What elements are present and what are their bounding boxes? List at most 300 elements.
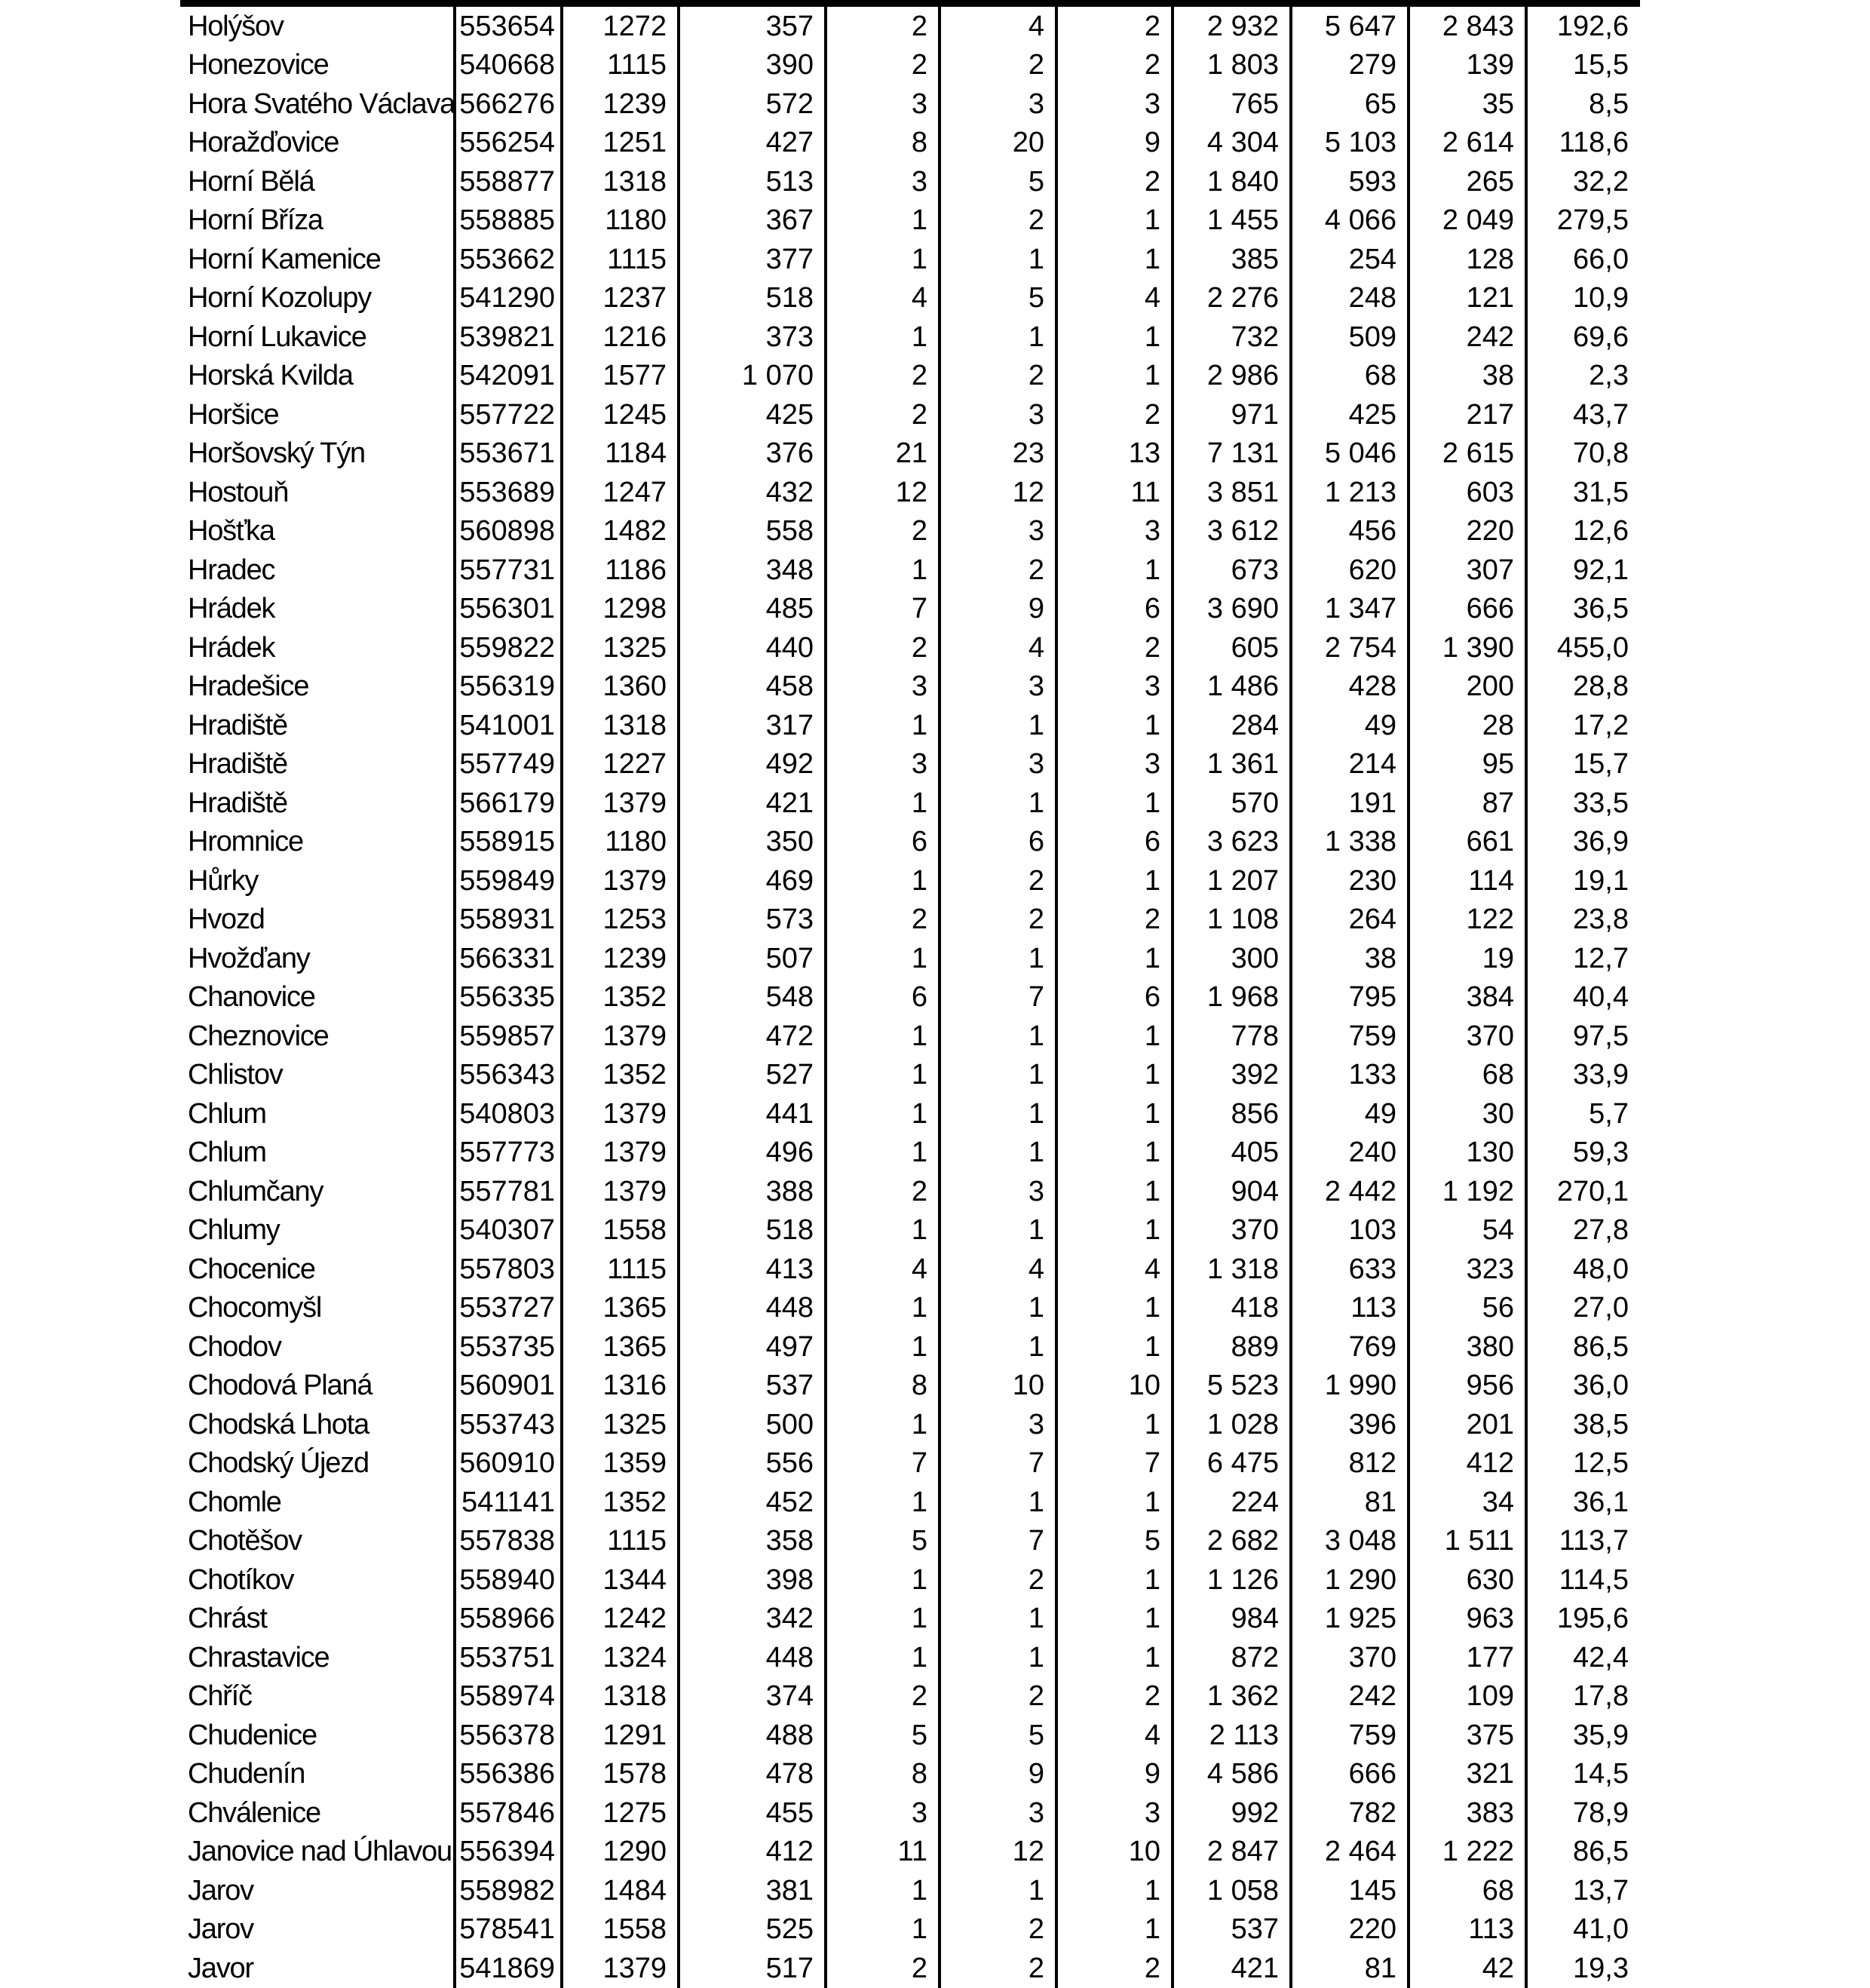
value-cell: 4	[941, 1250, 1058, 1289]
table-row	[183, 784, 1639, 823]
municipality-name-cell: Horažďovice	[183, 124, 456, 163]
table-row	[183, 978, 1639, 1017]
value-cell: 1115	[563, 46, 680, 85]
value-cell: 558974	[456, 1677, 563, 1716]
value-cell: 1237	[563, 279, 680, 318]
value-cell: 2	[941, 1560, 1058, 1600]
value-cell: 114,5	[1559, 1563, 1629, 1596]
value-cell: 472	[680, 1017, 827, 1056]
table-row	[183, 201, 1639, 241]
value-cell: 3	[1058, 84, 1174, 124]
value-cell: 36,0	[1573, 1370, 1629, 1402]
value-cell: 1 362	[1174, 1677, 1292, 1716]
value-cell: 396	[1292, 1405, 1410, 1444]
value-cell: 86,5	[1573, 1836, 1629, 1868]
table-row	[183, 1134, 1639, 1173]
value-cell: 1379	[563, 1094, 680, 1134]
value-cell: 421	[680, 784, 827, 823]
value-cell: 553654	[456, 7, 563, 46]
municipality-name-cell: Hvožďany	[183, 939, 456, 978]
value-cell: 27,0	[1573, 1292, 1629, 1324]
value-cell: 1 338	[1292, 823, 1410, 862]
value-cell: 3	[1058, 745, 1174, 784]
value-cell: 1216	[563, 318, 680, 357]
value-cell: 553735	[456, 1327, 563, 1367]
value-cell: 3 690	[1174, 590, 1292, 629]
value-cell: 78,9	[1573, 1796, 1629, 1829]
value-cell: 3 612	[1174, 512, 1292, 551]
value-cell: 556394	[456, 1833, 563, 1872]
value-cell: 1 455	[1174, 201, 1292, 241]
table-row	[183, 1871, 1639, 1910]
value-cell: 2	[827, 1949, 941, 1988]
value-cell: 1	[941, 706, 1058, 745]
value-cell: 2	[941, 1677, 1058, 1716]
value-cell: 795	[1292, 978, 1410, 1017]
value-cell: 1558	[563, 1211, 680, 1250]
value-cell: 593	[1292, 162, 1410, 201]
table-row	[183, 395, 1639, 434]
value-cell: 254	[1292, 240, 1410, 279]
value-cell: 518	[680, 1211, 827, 1250]
value-cell: 2	[941, 46, 1058, 85]
value-cell: 33,9	[1573, 1059, 1629, 1091]
value-cell: 1245	[563, 395, 680, 434]
municipality-name-cell: Horní Kozolupy	[183, 279, 456, 318]
value-cell: 9	[941, 1755, 1058, 1794]
value-cell: 12	[941, 1833, 1058, 1872]
value-cell: 458	[680, 667, 827, 707]
value-cell: 5 103	[1292, 124, 1410, 163]
value-cell: 49	[1292, 706, 1410, 745]
value-cell: 1365	[563, 1289, 680, 1328]
value-cell: 68	[1410, 1871, 1528, 1910]
value-cell: 66,0	[1573, 243, 1629, 275]
value-cell: 9	[1058, 124, 1174, 163]
value-cell: 560898	[456, 512, 563, 551]
municipality-name-cell: Honezovice	[183, 46, 456, 85]
municipality-name-cell: Horní Lukavice	[183, 318, 456, 357]
municipality-name-cell: Chotíkov	[183, 1560, 456, 1600]
value-cell: 557781	[456, 1172, 563, 1211]
value-cell: 553727	[456, 1289, 563, 1328]
value-cell: 2 614	[1410, 124, 1528, 163]
value-cell: 377	[680, 240, 827, 279]
value-cell: 1 192	[1410, 1172, 1528, 1211]
table-row	[183, 1755, 1639, 1794]
municipality-name-cell: Hůrky	[183, 861, 456, 900]
value-cell: 3	[941, 1405, 1058, 1444]
value-cell: 558885	[456, 201, 563, 241]
value-cell: 1318	[563, 706, 680, 745]
value-cell: 2	[941, 861, 1058, 900]
value-cell: 284	[1174, 706, 1292, 745]
value-cell: 412	[1410, 1444, 1528, 1483]
value-cell: 1316	[563, 1367, 680, 1406]
value-cell: 527	[680, 1056, 827, 1095]
value-cell: 889	[1174, 1327, 1292, 1367]
table-row	[183, 1017, 1639, 1056]
value-cell: 537	[680, 1367, 827, 1406]
table-row	[183, 1094, 1639, 1134]
municipality-name-cell: Chlumy	[183, 1211, 456, 1250]
value-cell: 566331	[456, 939, 563, 978]
table-row	[183, 1172, 1639, 1211]
value-cell: 517	[680, 1949, 827, 1988]
value-cell: 1	[941, 1871, 1058, 1910]
value-cell: 428	[1292, 667, 1410, 707]
value-cell: 556335	[456, 978, 563, 1017]
value-cell: 1	[827, 784, 941, 823]
value-cell: 1	[1058, 1638, 1174, 1677]
value-cell: 3	[941, 1793, 1058, 1833]
value-cell: 195,6	[1556, 1603, 1629, 1635]
value-cell: 376	[680, 434, 827, 474]
value-cell: 2	[941, 900, 1058, 940]
value-cell: 385	[1174, 240, 1292, 279]
value-cell: 1318	[563, 1677, 680, 1716]
value-cell: 1	[827, 1560, 941, 1600]
value-cell: 370	[1174, 1211, 1292, 1250]
value-cell: 1379	[563, 1017, 680, 1056]
municipality-name-cell: Horšovský Týn	[183, 434, 456, 474]
value-cell: 540307	[456, 1211, 563, 1250]
value-cell: 1	[827, 240, 941, 279]
value-cell: 317	[680, 706, 827, 745]
value-cell: 1 803	[1174, 46, 1292, 85]
value-cell: 2	[827, 357, 941, 396]
municipality-name-cell: Hvozd	[183, 900, 456, 940]
value-cell: 38	[1410, 357, 1528, 396]
value-cell: 557773	[456, 1134, 563, 1173]
value-cell: 2	[1058, 46, 1174, 85]
value-cell: 95	[1410, 745, 1528, 784]
value-cell: 525	[680, 1910, 827, 1950]
value-cell: 139	[1410, 46, 1528, 85]
value-cell: 264	[1292, 900, 1410, 940]
value-cell: 4 304	[1174, 124, 1292, 163]
value-cell: 38,5	[1573, 1408, 1629, 1440]
value-cell: 455,0	[1556, 631, 1629, 664]
value-cell: 2	[941, 201, 1058, 241]
value-cell: 383	[1410, 1793, 1528, 1833]
value-cell: 488	[680, 1716, 827, 1755]
value-cell: 6	[827, 978, 941, 1017]
value-cell: 1	[1058, 1017, 1174, 1056]
value-cell: 782	[1292, 1793, 1410, 1833]
value-cell: 35	[1410, 84, 1528, 124]
value-cell: 12,7	[1573, 942, 1629, 974]
value-cell: 19,1	[1573, 864, 1629, 897]
table-row	[183, 1910, 1639, 1950]
value-cell: 1 990	[1292, 1367, 1410, 1406]
value-cell: 5 046	[1292, 434, 1410, 474]
value-cell: 1	[1058, 1600, 1174, 1639]
value-cell: 1	[1058, 1560, 1174, 1600]
municipality-table	[183, 7, 1639, 1988]
value-cell: 3	[1058, 512, 1174, 551]
value-cell: 573	[680, 900, 827, 940]
value-cell: 539821	[456, 318, 563, 357]
value-cell: 265	[1410, 162, 1528, 201]
value-cell: 68	[1292, 357, 1410, 396]
value-cell: 1365	[563, 1327, 680, 1367]
value-cell: 392	[1174, 1056, 1292, 1095]
value-cell: 572	[680, 84, 827, 124]
value-cell: 812	[1292, 1444, 1410, 1483]
value-cell: 12,5	[1573, 1447, 1629, 1480]
value-cell: 2,3	[1589, 360, 1629, 392]
value-cell: 34	[1410, 1483, 1528, 1522]
value-cell: 1360	[563, 667, 680, 707]
value-cell: 455	[680, 1793, 827, 1833]
value-cell: 666	[1410, 590, 1528, 629]
value-cell: 3 048	[1292, 1522, 1410, 1561]
value-cell: 1 318	[1174, 1250, 1292, 1289]
value-cell: 856	[1174, 1094, 1292, 1134]
value-cell: 566179	[456, 784, 563, 823]
value-cell: 130	[1410, 1134, 1528, 1173]
value-cell: 5	[941, 279, 1058, 318]
value-cell: 4	[827, 279, 941, 318]
value-cell: 367	[680, 201, 827, 241]
municipality-name-cell: Horní Bříza	[183, 201, 456, 241]
municipality-name-cell: Jarov	[183, 1910, 456, 1950]
value-cell: 2 986	[1174, 357, 1292, 396]
table-row	[183, 434, 1639, 474]
value-cell: 2 113	[1174, 1716, 1292, 1755]
value-cell: 40,4	[1573, 981, 1629, 1014]
value-cell: 1	[827, 1327, 941, 1367]
value-cell: 566276	[456, 84, 563, 124]
value-cell: 3	[941, 395, 1058, 434]
value-cell: 432	[680, 473, 827, 512]
value-cell: 553751	[456, 1638, 563, 1677]
value-cell: 3	[827, 1793, 941, 1833]
value-cell: 578541	[456, 1910, 563, 1950]
value-cell: 2 754	[1292, 628, 1410, 667]
value-cell: 15,5	[1573, 49, 1629, 81]
table-row	[183, 1056, 1639, 1095]
value-cell: 6	[941, 823, 1058, 862]
municipality-name-cell: Hromnice	[183, 823, 456, 862]
value-cell: 485	[680, 590, 827, 629]
value-cell: 373	[680, 318, 827, 357]
value-cell: 3 623	[1174, 823, 1292, 862]
value-cell: 381	[680, 1871, 827, 1910]
municipality-name-cell: Chocenice	[183, 1250, 456, 1289]
value-cell: 1 207	[1174, 861, 1292, 900]
value-cell: 192,6	[1556, 10, 1629, 42]
value-cell: 984	[1174, 1600, 1292, 1639]
value-cell: 70,8	[1573, 437, 1629, 470]
value-cell: 1	[827, 1094, 941, 1134]
value-cell: 500	[680, 1405, 827, 1444]
value-cell: 1352	[563, 978, 680, 1017]
value-cell: 1 361	[1174, 745, 1292, 784]
value-cell: 1	[1058, 706, 1174, 745]
value-cell: 28	[1410, 706, 1528, 745]
value-cell: 19	[1410, 939, 1528, 978]
value-cell: 348	[680, 551, 827, 590]
value-cell: 9	[1058, 1755, 1174, 1794]
value-cell: 673	[1174, 551, 1292, 590]
value-cell: 2	[1058, 395, 1174, 434]
value-cell: 1	[1058, 861, 1174, 900]
value-cell: 507	[680, 939, 827, 978]
municipality-name-cell: Chlistov	[183, 1056, 456, 1095]
value-cell: 559849	[456, 861, 563, 900]
value-cell: 30	[1410, 1094, 1528, 1134]
value-cell: 3	[941, 667, 1058, 707]
value-cell: 1	[1058, 939, 1174, 978]
municipality-name-cell: Chválenice	[183, 1793, 456, 1833]
value-cell: 759	[1292, 1716, 1410, 1755]
value-cell: 553671	[456, 434, 563, 474]
municipality-name-cell: Chudenice	[183, 1716, 456, 1755]
value-cell: 1 126	[1174, 1560, 1292, 1600]
value-cell: 1115	[563, 1250, 680, 1289]
value-cell: 2 276	[1174, 279, 1292, 318]
table-row	[183, 124, 1639, 163]
value-cell: 1227	[563, 745, 680, 784]
value-cell: 2	[1058, 162, 1174, 201]
table-row	[183, 900, 1639, 940]
value-cell: 1184	[563, 434, 680, 474]
value-cell: 7	[941, 1522, 1058, 1561]
value-cell: 20	[941, 124, 1058, 163]
value-cell: 557838	[456, 1522, 563, 1561]
value-cell: 388	[680, 1172, 827, 1211]
value-cell: 548	[680, 978, 827, 1017]
value-cell: 15,7	[1573, 748, 1629, 781]
value-cell: 666	[1292, 1755, 1410, 1794]
value-cell: 2 682	[1174, 1522, 1292, 1561]
value-cell: 1	[941, 1211, 1058, 1250]
value-cell: 4 586	[1174, 1755, 1292, 1794]
value-cell: 956	[1410, 1367, 1528, 1406]
value-cell: 8	[827, 124, 941, 163]
table-row	[183, 84, 1639, 124]
value-cell: 1324	[563, 1638, 680, 1677]
value-cell: 240	[1292, 1134, 1410, 1173]
value-cell: 23,8	[1573, 903, 1629, 936]
value-cell: 2	[827, 46, 941, 85]
value-cell: 992	[1174, 1793, 1292, 1833]
table-row	[183, 357, 1639, 396]
table-row	[183, 318, 1639, 357]
value-cell: 427	[680, 124, 827, 163]
value-cell: 1275	[563, 1793, 680, 1833]
value-cell: 4 066	[1292, 201, 1410, 241]
value-cell: 2	[1058, 900, 1174, 940]
value-cell: 558982	[456, 1871, 563, 1910]
value-cell: 128	[1410, 240, 1528, 279]
value-cell: 518	[680, 279, 827, 318]
value-cell: 2	[827, 395, 941, 434]
value-cell: 87	[1410, 784, 1528, 823]
value-cell: 1272	[563, 7, 680, 46]
value-cell: 380	[1410, 1327, 1528, 1367]
value-cell: 59,3	[1573, 1137, 1629, 1169]
value-cell: 1298	[563, 590, 680, 629]
value-cell: 2	[941, 1910, 1058, 1950]
value-cell: 560910	[456, 1444, 563, 1483]
value-cell: 1239	[563, 84, 680, 124]
value-cell: 214	[1292, 745, 1410, 784]
value-cell: 1253	[563, 900, 680, 940]
value-cell: 1	[1058, 1289, 1174, 1328]
value-cell: 12	[827, 473, 941, 512]
value-cell: 425	[1292, 395, 1410, 434]
value-cell: 248	[1292, 279, 1410, 318]
value-cell: 8,5	[1589, 87, 1629, 120]
municipality-name-cell: Chodová Planá	[183, 1367, 456, 1406]
value-cell: 452	[680, 1483, 827, 1522]
value-cell: 1186	[563, 551, 680, 590]
value-cell: 1	[1058, 1405, 1174, 1444]
value-cell: 963	[1410, 1600, 1528, 1639]
value-cell: 1115	[563, 1522, 680, 1561]
municipality-name-cell: Janovice nad Úhlavou	[183, 1833, 456, 1872]
value-cell: 558	[680, 512, 827, 551]
value-cell: 113,7	[1559, 1525, 1629, 1557]
value-cell: 1180	[563, 823, 680, 862]
value-cell: 1	[827, 1405, 941, 1444]
value-cell: 1 840	[1174, 162, 1292, 201]
value-cell: 1180	[563, 201, 680, 241]
municipality-name-cell: Jarov	[183, 1871, 456, 1910]
value-cell: 38	[1292, 939, 1410, 978]
value-cell: 4	[1058, 279, 1174, 318]
value-cell: 201	[1410, 1405, 1528, 1444]
value-cell: 1	[1058, 357, 1174, 396]
value-cell: 440	[680, 628, 827, 667]
value-cell: 122	[1410, 900, 1528, 940]
value-cell: 323	[1410, 1250, 1528, 1289]
value-cell: 553662	[456, 240, 563, 279]
table-row	[183, 628, 1639, 667]
value-cell: 1	[941, 1327, 1058, 1367]
value-cell: 3	[827, 667, 941, 707]
table-row	[183, 1793, 1639, 1833]
value-cell: 1	[941, 240, 1058, 279]
value-cell: 1	[941, 1017, 1058, 1056]
value-cell: 448	[680, 1289, 827, 1328]
value-cell: 14,5	[1573, 1758, 1629, 1790]
value-cell: 68	[1410, 1056, 1528, 1095]
value-cell: 441	[680, 1094, 827, 1134]
value-cell: 3	[941, 1172, 1058, 1211]
municipality-name-cell: Chotěšov	[183, 1522, 456, 1561]
value-cell: 1	[827, 318, 941, 357]
value-cell: 31,5	[1573, 476, 1629, 508]
value-cell: 4	[1058, 1250, 1174, 1289]
value-cell: 478	[680, 1755, 827, 1794]
table-row	[183, 1522, 1639, 1561]
value-cell: 1	[1058, 1172, 1174, 1211]
table-row	[183, 861, 1639, 900]
municipality-name-cell: Chanovice	[183, 978, 456, 1017]
value-cell: 557722	[456, 395, 563, 434]
municipality-name-cell: Chomle	[183, 1483, 456, 1522]
value-cell: 541001	[456, 706, 563, 745]
value-cell: 390	[680, 46, 827, 85]
value-cell: 3	[1058, 667, 1174, 707]
value-cell: 5	[827, 1522, 941, 1561]
value-cell: 5	[827, 1716, 941, 1755]
value-cell: 65	[1292, 84, 1410, 124]
